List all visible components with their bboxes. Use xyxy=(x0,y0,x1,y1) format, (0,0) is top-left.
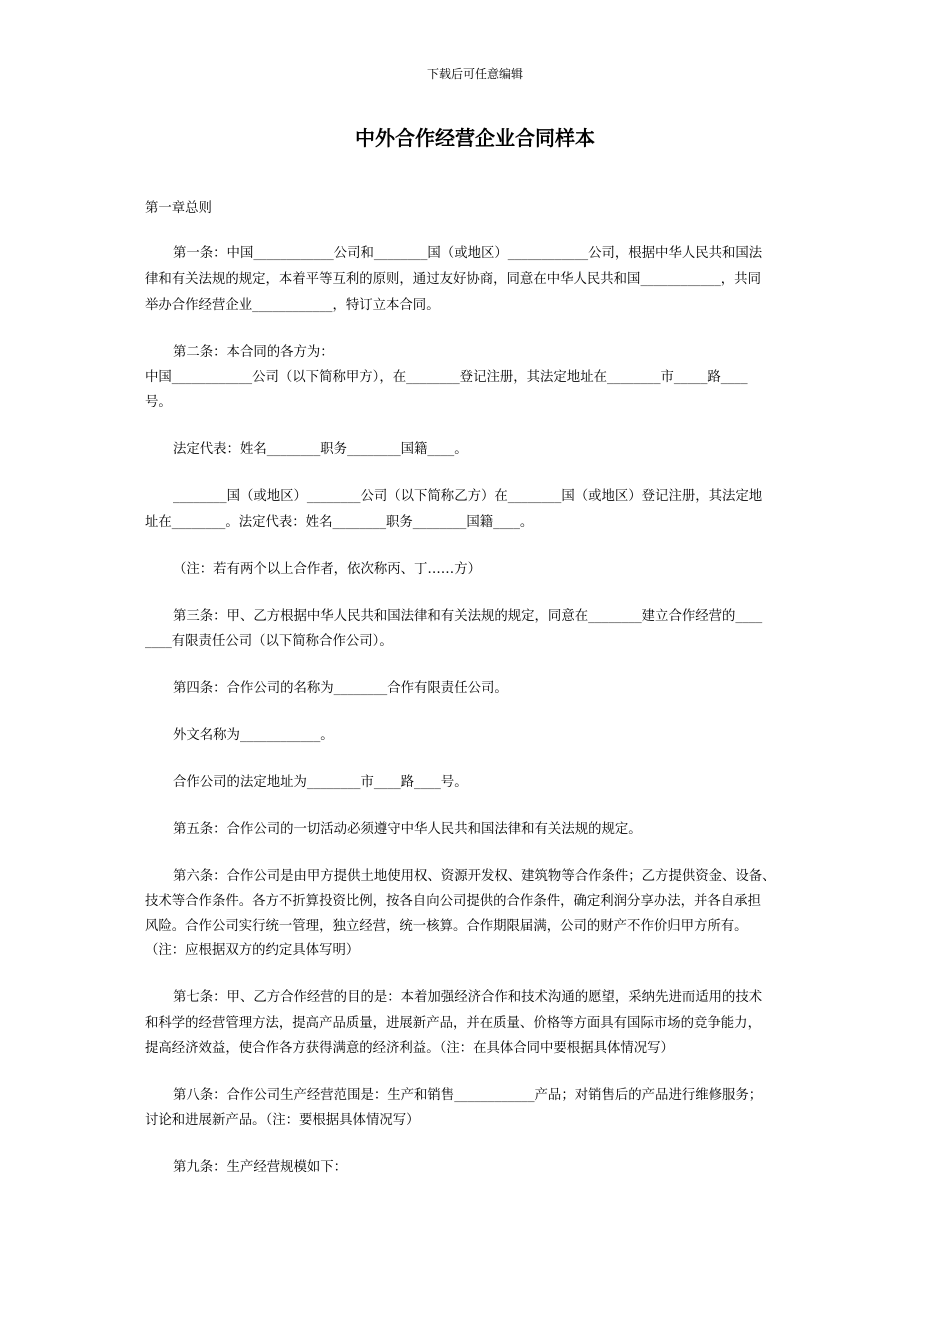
article-1-line-2: 律和有关法规的规定，本着平等互利的原则，通过友好协商，同意在中华人民共和国____________，共同 xyxy=(145,272,761,287)
article-2-line-3: 号。 xyxy=(145,395,172,410)
article-6-line-3: 风险。合作公司实行统一管理，独立经营，统一核算。合作期限届满，公司的财产不作价归甲方所有。 xyxy=(145,919,748,934)
article-2-line-2: 中国____________公司（以下简称甲方），在________登记注册，其法定地址在________市_____路____ xyxy=(145,370,748,385)
article-9: 第九条：生产经营规模如下： xyxy=(173,1160,348,1175)
article-3-line-2: ____有限责任公司（以下简称合作公司）。 xyxy=(145,634,393,649)
party-a-representative: 法定代表：姓名________职务________国籍____。 xyxy=(173,442,468,457)
article-8-line-1: 第八条：合作公司生产经营范围是：生产和销售____________产品；对销售后的产品进行维修服务； xyxy=(173,1088,763,1103)
article-6-line-1: 第六条：合作公司是由甲方提供土地使用权、资源开发权、建筑物等合作条件；乙方提供资金、设备、 xyxy=(173,869,776,884)
article-1-line-1: 第一条：中国____________公司和________国（或地区）____________公司，根据中华人民共和国法 xyxy=(173,246,763,261)
article-2-line-1: 第二条：本合同的各方为： xyxy=(173,345,334,360)
foreign-name: 外文名称为____________。 xyxy=(173,728,334,743)
parties-note: （注：若有两个以上合作者，依次称丙、丁……方） xyxy=(173,562,481,577)
article-7-line-2: 和科学的经营管理方法，提高产品质量，进展新产品，并在质量、价格等方面具有国际市场的竞争能力， xyxy=(145,1016,761,1031)
article-7-line-1: 第七条：甲、乙方合作经营的目的是：本着加强经济合作和技术沟通的愿望，采纳先进而适用的技术 xyxy=(173,990,763,1005)
chapter-heading: 第一章总则 xyxy=(145,201,212,216)
header-note: 下载后可任意编辑 xyxy=(426,67,523,81)
article-6-line-4: （注：应根据双方的约定具体写明） xyxy=(145,943,360,958)
document-title: 中外合作经营企业合同样本 xyxy=(355,126,595,150)
article-6-line-2: 技术等合作条件。各方不折算投资比例，按各自向公司提供的合作条件，确定利润分享办法，并各自承担 xyxy=(145,894,761,909)
article-4: 第四条：合作公司的名称为________合作有限责任公司。 xyxy=(173,681,508,696)
party-b-line-2: 址在________。法定代表：姓名________职务________国籍____。 xyxy=(145,515,534,530)
legal-address: 合作公司的法定地址为________市____路____号。 xyxy=(173,775,468,790)
article-8-line-2: 讨论和进展新产品。（注：要根据具体情况写） xyxy=(145,1113,420,1128)
article-3-line-1: 第三条：甲、乙方根据中华人民共和国法律和有关法规的规定，同意在________建立合作经营的____ xyxy=(173,609,763,624)
article-7-line-3: 提高经济效益，使合作各方获得满意的经济利益。（注：在具体合同中要根据具体情况写） xyxy=(145,1041,674,1056)
article-5: 第五条：合作公司的一切活动必须遵守中华人民共和国法律和有关法规的规定。 xyxy=(173,822,642,837)
article-1-line-3: 举办合作经营企业____________，特订立本合同。 xyxy=(145,298,440,313)
party-b-line-1: ________国（或地区）________公司（以下简称乙方）在________国（或地区）登记注册，其法定地 xyxy=(173,489,763,504)
